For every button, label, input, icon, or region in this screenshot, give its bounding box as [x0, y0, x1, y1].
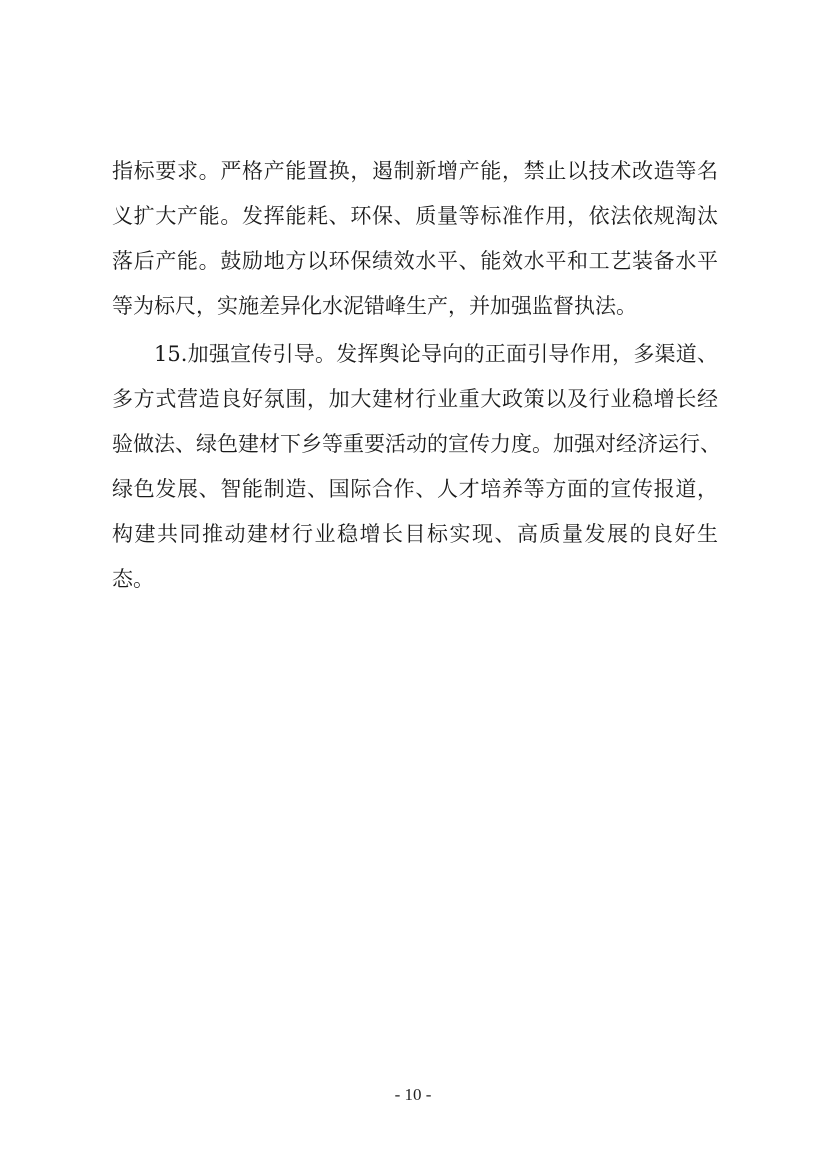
page-number: - 10 - — [394, 1085, 432, 1104]
paragraph-1-line-4: 等为标尺，实施差异化水泥错峰生产，并加强监督执法。 — [112, 294, 637, 318]
paragraph-1 — [112, 149, 718, 329]
paragraph-1-line-1: 指标要求。严格产能置换，遏制新增产能，禁止以技术改造等名 — [112, 159, 718, 183]
paragraph-2-line-6: 态。 — [112, 567, 154, 591]
paragraph-2-line-1: 15.加强宣传引导。发挥舆论导向的正面引导作用，多渠道、 — [154, 342, 718, 366]
paragraph-2-line-5: 构建共同推动建材行业稳增长目标实现、高质量发展的良好生 — [112, 522, 718, 546]
paragraph-2 — [112, 332, 721, 602]
body-text — [112, 149, 721, 602]
paragraph-2-line-4: 绿色发展、智能制造、国际合作、人才培养等方面的宣传报道， — [112, 477, 718, 501]
paragraph-2-line-3: 验做法、绿色建材下乡等重要活动的宣传力度。加强对经济运行、 — [112, 432, 721, 456]
paragraph-1-line-2: 义扩大产能。发挥能耗、环保、质量等标准作用，依法依规淘汰 — [112, 204, 718, 228]
paragraph-2-line-2: 多方式营造良好氛围，加大建材行业重大政策以及行业稳增长经 — [112, 387, 718, 411]
paragraph-1-line-3: 落后产能。鼓励地方以环保绩效水平、能效水平和工艺装备水平 — [112, 249, 718, 273]
